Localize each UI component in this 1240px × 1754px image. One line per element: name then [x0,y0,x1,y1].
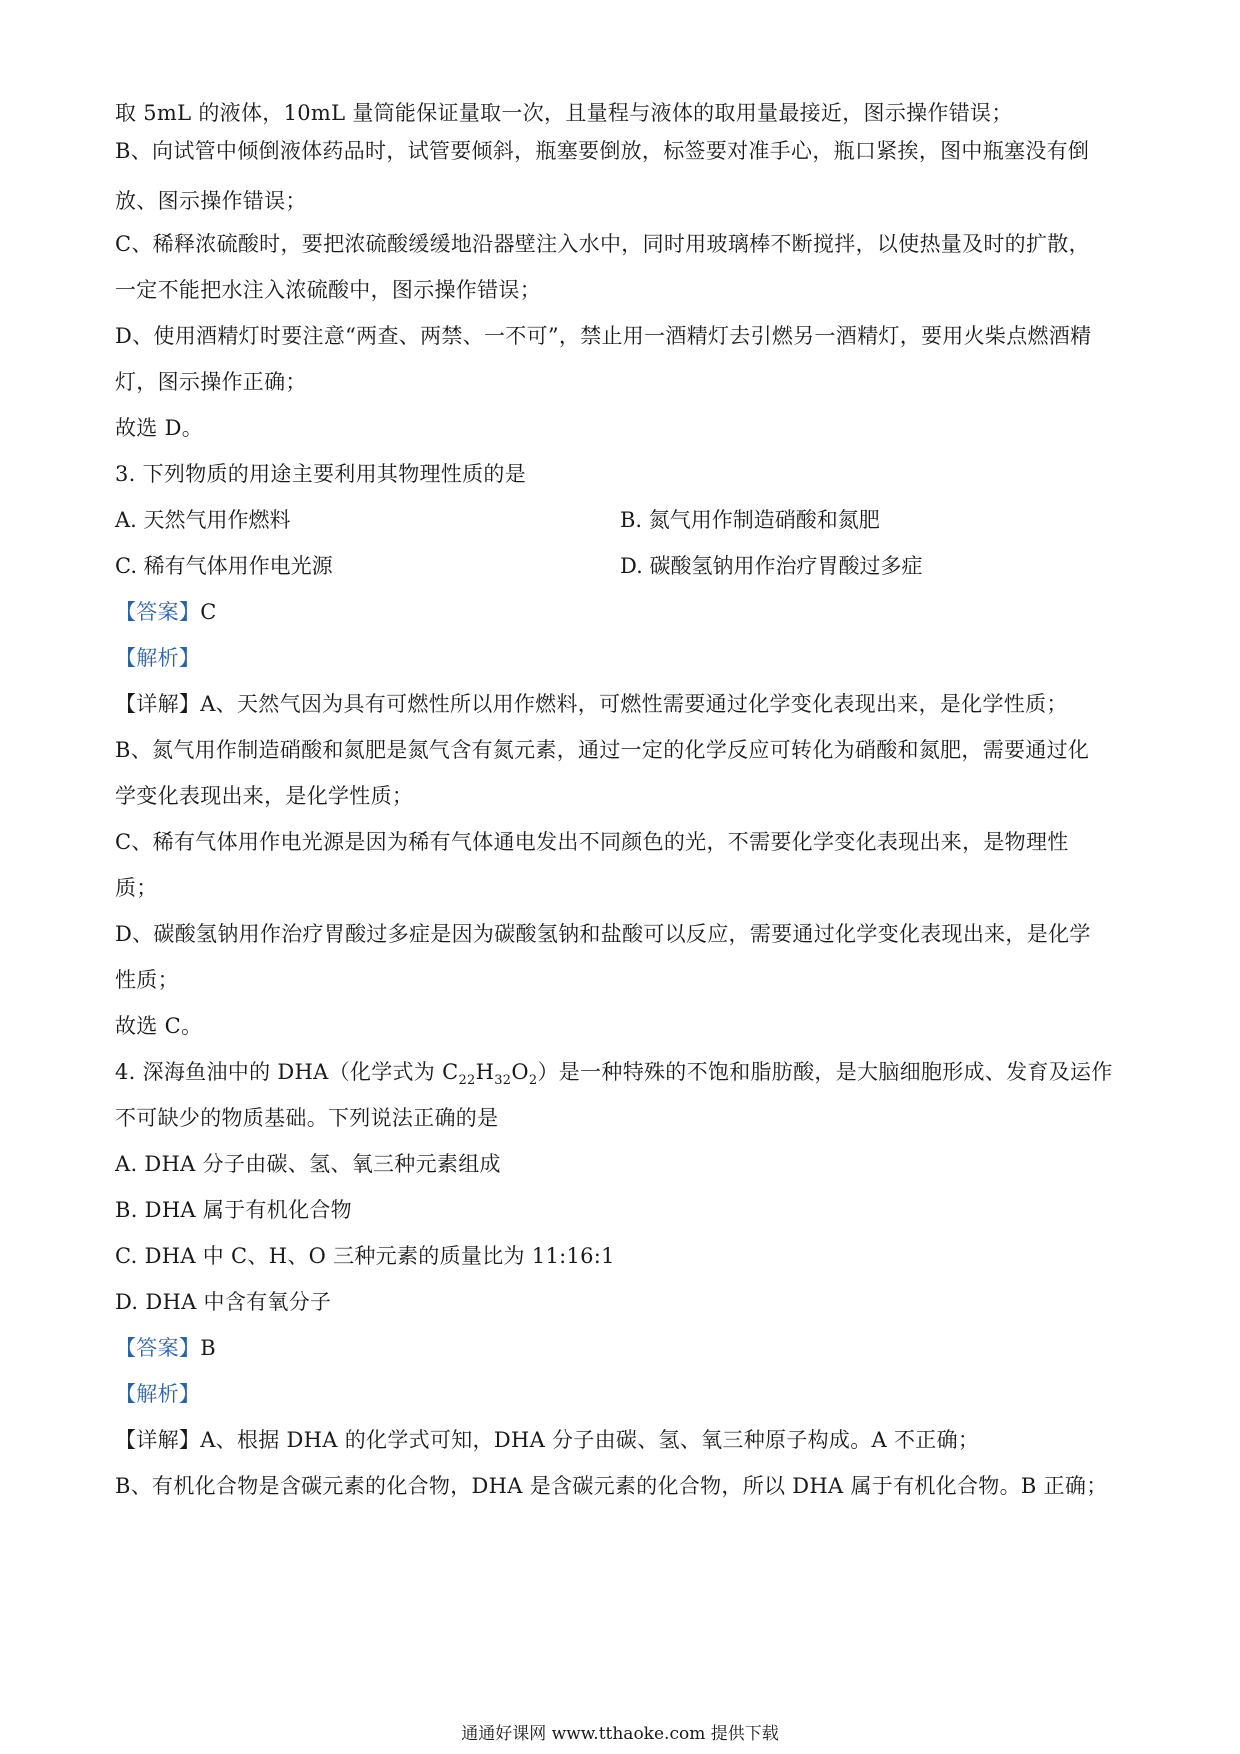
text-line: B、向试管中倾倒液体药品时，试管要倾斜，瓶塞要倒放，标签要对准手心，瓶口紧挨，图中瓶塞没有倒 [115,139,1090,163]
option-4a: A. DHA 分子由碳、氢、氧三种元素组成 [115,1152,501,1176]
text-line: 性质； [115,968,179,992]
detail-tag: 【详解】 [115,1428,201,1452]
option-4b: B. DHA 属于有机化合物 [115,1198,352,1222]
option-3c: C. 稀有气体用作电光源 [115,554,333,578]
answer-value: C [200,600,217,624]
answer-tag: 【答案】 [115,600,201,624]
answer-tag: 【答案】 [115,1336,201,1360]
text-line: 故选 C。 [115,1014,203,1038]
option-3b: B. 氮气用作制造硝酸和氮肥 [620,508,880,532]
answer-value: B [200,1336,216,1360]
text-line: B、氮气用作制造硝酸和氮肥是氮气含有氮元素，通过一定的化学反应可转化为硝酸和氮肥，需要通过化 [115,738,1090,762]
text-line: 学变化表现出来，是化学性质； [115,784,414,808]
text-line: 故选 D。 [115,416,204,440]
question-text: 4. 深海鱼油中的 DHA（化学式为 C [115,1060,459,1084]
question-4 [115,1057,1125,1087]
text-line: D、碳酸氢钠用作治疗胃酸过多症是因为碳酸氢钠和盐酸可以反应，需要通过化学变化表现出来，是化学 [115,922,1091,946]
question-3: 3. 下列物质的用途主要利用其物理性质的是 [115,462,527,486]
option-4c: C. DHA 中 C、H、O 三种元素的质量比为 11:16:1 [115,1244,615,1268]
formula-element: O [511,1060,529,1084]
text-line: 不可缺少的物质基础。下列说法正确的是 [115,1106,499,1130]
analysis-4 [115,1379,1125,1409]
option-3a: A. 天然气用作燃料 [115,508,291,532]
text-line: C、稀有气体用作电光源是因为稀有气体通电发出不同颜色的光，不需要化学变化表现出来，是物理性 [115,830,1069,854]
question-text: ）是一种特殊的不饱和脂肪酸，是大脑细胞形成、发育及运作 [537,1060,1113,1084]
subscript: 2 [528,1073,538,1089]
text-line: 放、图示操作错误； [115,189,307,213]
text-line: 一定不能把水注入浓硫酸中，图示操作错误； [115,278,541,302]
detail-text: A、根据 DHA 的化学式可知，DHA 分子由碳、氢、氧三种原子构成。A 不正确； [200,1428,980,1452]
detail-4 [115,1425,1125,1455]
page-footer: 通通好课网 www.tthaoke.com 提供下载 [461,1724,779,1744]
text-line: B、有机化合物是含碳元素的化合物，DHA 是含碳元素的化合物，所以 DHA 属于有机化合物。B 正确； [115,1474,1108,1498]
formula-element: H [475,1060,495,1084]
detail-text: A、天然气因为具有可燃性所以用作燃料，可燃性需要通过化学变化表现出来，是化学性质； [200,692,1068,716]
answer-4 [115,1333,1125,1363]
option-4d: D. DHA 中含有氧分子 [115,1290,332,1314]
text-line: 灯，图示操作正确； [115,370,307,394]
analysis-3 [115,643,1125,673]
text-line: D、使用酒精灯时要注意“两查、两禁、一不可”，禁止用一酒精灯去引燃另一酒精灯，要用火柴点燃酒精 [115,324,1092,348]
answer-3 [115,597,1125,627]
text-line: 取 5mL 的液体，10mL 量筒能保证量取一次，且量程与液体的取用量最接近，图示操作错误； [115,101,1013,125]
detail-tag: 【详解】 [115,692,201,716]
subscript: 32 [494,1073,512,1089]
analysis-tag: 【解析】 [115,646,201,670]
analysis-tag: 【解析】 [115,1382,201,1406]
detail-3 [115,689,1125,719]
text-line: C、稀释浓硫酸时，要把浓硫酸缓缓地沿器壁注入水中，同时用玻璃棒不断搅拌，以使热量及时的扩散， [115,232,1090,256]
option-3d: D. 碳酸氢钠用作治疗胃酸过多症 [620,554,923,578]
text-line: 质； [115,876,158,900]
subscript: 22 [458,1073,476,1089]
